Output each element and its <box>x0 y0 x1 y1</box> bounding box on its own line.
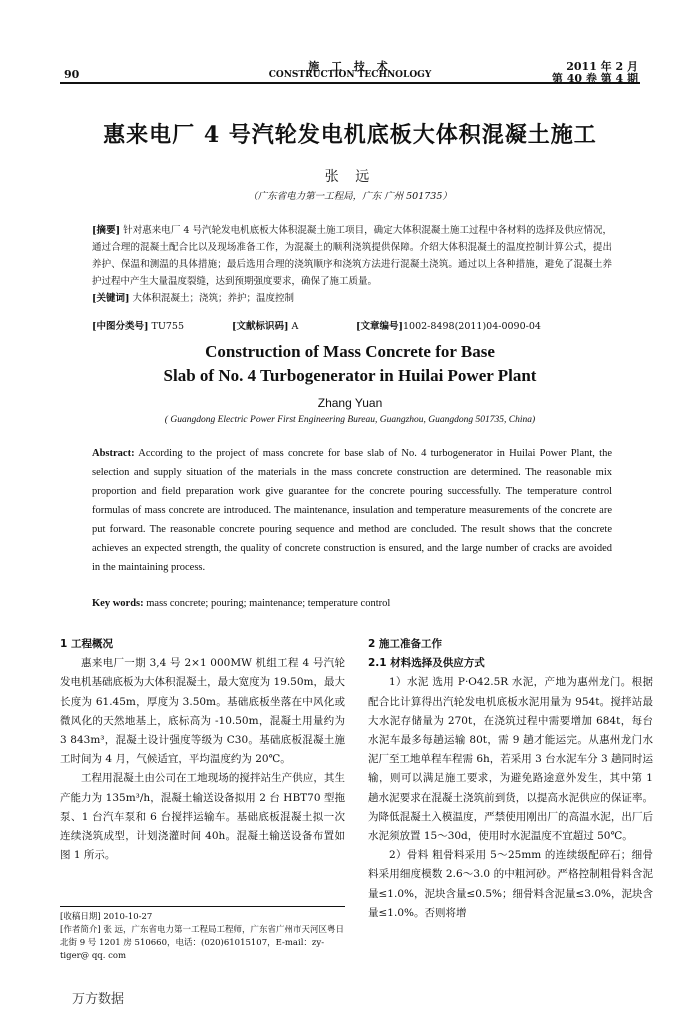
keywords-cn-text: 大体积混凝土；浇筑；养护；温度控制 <box>132 293 295 304</box>
journal-name-cn: 施 工 技 术 <box>308 60 392 73</box>
received-date: [收稿日期] 2010-10-27 <box>60 912 153 922</box>
clc-number: [中图分类号] TU755 <box>92 321 185 332</box>
abstract-cn <box>92 222 612 307</box>
author-en: Zhang Yuan <box>317 396 383 410</box>
abstract-en <box>92 444 612 577</box>
issue-volume: 第 40 卷 第 4 期 <box>551 72 638 85</box>
section2-paragraph-2: 2）骨料 粗骨料采用 5～25mm 的连续级配碎石；细骨料采用细度模数 2.6～3.0 的中粗河砂。严格控制粗骨料含泥量≤1.0%，泥块含量≤0.5%；细骨料含泥量≤3.0%，泥块含量≤1.0%。否则将增 <box>368 849 653 919</box>
author-cn: 张 远 <box>324 169 376 185</box>
section1-paragraph-2: 工程用混凝土由公司在工地现场的搅拌站生产供应，其生产能力为 135m³/h，混凝土输送设备拟用 2 台 HBT70 型拖泵、1 台汽车泵和 6 台搅拌运输车。基础底板混凝土拟一次连续浇筑成型，计划浇灌时间 40h。混凝土输送设备布置如图 1 所示。 <box>60 772 345 862</box>
keywords-en-label: Key words: <box>92 598 144 609</box>
affiliation-en: ( Guangdong Electric Power First Engineering Bureau, Guangzhou, Guangdong 501735, China) <box>164 415 536 425</box>
keywords-en-text: mass concrete; pouring; maintenance; temperature control <box>146 598 391 609</box>
keywords-en <box>92 598 612 609</box>
column-right <box>368 635 653 923</box>
section1-paragraph-1: 惠来电厂一期 3,4 号 2×1 000MW 机组工程 4 号汽轮发电机基础底板为大体积混凝土，最大宽度为 19.50m，最大长度为 61.45m，厚度为 3.50m。基础底板坐落在中风化或微风化的天然地基上，底标高为 -10.50m，混凝土用量约为 3 843m³，混凝土设计强度等级为 C30。基础底板混凝土施工时间为 4 月，气候适宜，平均温度约为 20℃。 <box>60 657 345 766</box>
title-cn: 惠来电厂 4 号汽轮发电机底板大体积混凝土施工 <box>103 122 597 148</box>
watermark: 万方数据 <box>72 992 125 1007</box>
section1-heading: 1 工程概况 <box>60 638 113 650</box>
abstract-cn-label: [摘要] <box>92 225 121 236</box>
page-header <box>60 30 640 84</box>
footnote <box>60 906 345 963</box>
journal-name-en: CONSTRUCTION TECHNOLOGY <box>268 70 432 80</box>
abstract-cn-text: 针对惠来电厂 4 号汽轮发电机底板大体积混凝土施工项目，确定大体积混凝土施工过程中各材料的选择及供应情况，通过合理的混凝土配合比以及现场准备工作，为混凝土的顺利浇筑提供保障。介绍大体积混凝土的温度控制计算公式，提出养护、保温和测温的具体措施；最后选用合理的浇筑顺序和浇筑方法进行混凝土浇筑。通过以上各种措施，避免了混凝土养护过程中产生大量温度裂缝，达到预期强度要求，确保了施工质量。 <box>92 225 612 287</box>
article-id: [文章编号]1002-8498(2011)04-0090-04 <box>356 321 541 332</box>
keywords-cn-label: [关键词] <box>92 293 130 304</box>
title-en-line2: Slab of No. 4 Turbogenerator in Huilai Power Plant <box>163 366 537 385</box>
section2-subheading: 2.1 材料选择及供应方式 <box>368 657 485 670</box>
page-number: 90 <box>64 68 80 81</box>
title-en <box>0 340 700 388</box>
abstract-en-label: Abstract: <box>92 448 135 459</box>
issue-date: 2011 年 2 月 <box>566 60 638 73</box>
affiliation-cn: （广东省电力第一工程局，广东 广州 501735） <box>248 191 452 202</box>
doc-code: [文献标识码] A <box>232 321 299 332</box>
section2-paragraph-1: 1）水泥 选用 P·O42.5R 水泥，产地为惠州龙门。根据配合比计算得出汽轮发电机底板水泥用量为 954t。搅拌站最大水泥存储量为 270t，在浇筑过程中需要增加 684t，每台水泥车最多每趟运输 80t，需 9 趟才能运完。从惠州龙门水泥厂至工地单程车程需 6h，若采用 3 台水泥车分 3 趟同时运输，则可以满足施工要求，为避免路途意外发生，其中第 1 趟水泥要求在混凝土浇筑前到货，以提高水泥供应的保证率。为降低混凝土入模温度，严禁使用刚出厂的高温水泥，出厂后水泥须放置 15～30d，使用时水泥温度不宜超过 50℃。 <box>368 676 653 843</box>
abstract-en-text: According to the project of mass concrete for base slab of No. 4 turbogenerator in Huilai Power Plant, the selection and supply situation of the materials in the mass concrete construction are determined. The reasonable mix proportion and field preparation work give guarantee for the concrete pouring successfully. The temperature control formulas of mass concrete are introduced. The maintenance, insulation and temperature measurements of the concrete are put forward. The reasonable concrete pouring sequence and method are concluded. The result shows that the concrete achieves an expected strength, the quality of concrete construction is ensured, and the large number of cracks are avoided in the maintaining process. <box>92 448 613 573</box>
column-left <box>60 635 345 865</box>
author-info: [作者简介] 张 远，广东省电力第一工程局工程师，广东省广州市天河区粤日北街 9 号 1201 房 510660，电话：(020)61015107，E-mail：zy-tiger@ qq. com <box>60 925 345 961</box>
title-en-line1: Construction of Mass Concrete for Base <box>205 342 495 361</box>
section2-heading: 2 施工准备工作 <box>368 638 442 650</box>
